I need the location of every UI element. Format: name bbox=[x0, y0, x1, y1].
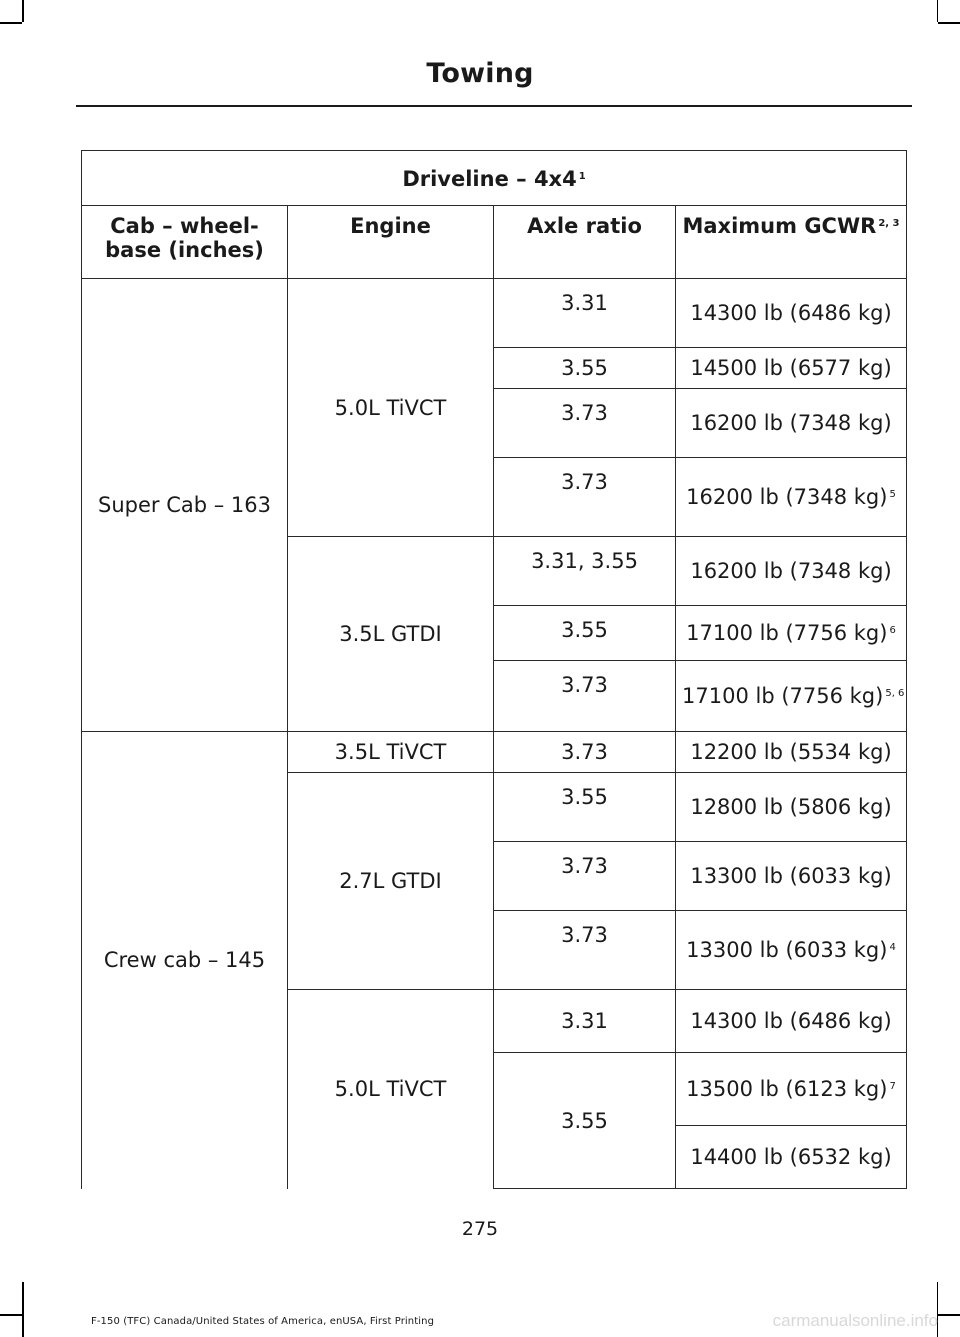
gcwr-cell: 16200 lb (7348 kg) $^5$ bbox=[676, 458, 907, 537]
engine-cell: 3.5L GTDI bbox=[288, 537, 494, 732]
gcwr-cell: 17100 lb (7756 kg) $^{5, 6}$ bbox=[676, 661, 907, 732]
crop-mark bbox=[0, 1314, 22, 1316]
table-row bbox=[82, 279, 907, 348]
gcwr-cell: 13300 lb (6033 kg) bbox=[676, 842, 907, 911]
crop-mark bbox=[937, 0, 939, 22]
gcwr-cell: 12800 lb (5806 kg) bbox=[676, 773, 907, 842]
crop-mark bbox=[22, 1282, 24, 1337]
axle-cell: 3.73 bbox=[494, 732, 676, 773]
gcwr-cell: 14500 lb (6577 kg) bbox=[676, 348, 907, 389]
engine-cell: 3.5L TiVCT bbox=[288, 732, 494, 773]
table-row bbox=[82, 732, 907, 773]
crop-mark bbox=[0, 22, 22, 24]
towing-table-container bbox=[81, 150, 906, 1189]
axle-cell: 3.73 bbox=[494, 389, 676, 458]
gcwr-cell: 16200 lb (7348 kg) bbox=[676, 389, 907, 458]
gcwr-cell: 14300 lb (6486 kg) bbox=[676, 990, 907, 1053]
engine-cell: 2.7L GTDI bbox=[288, 773, 494, 990]
header-cab: Cab – wheel-base (inches) bbox=[82, 206, 288, 279]
axle-cell: 3.31 bbox=[494, 279, 676, 348]
axle-cell: 3.55 bbox=[494, 1053, 676, 1189]
gcwr-cell: 13500 lb (6123 kg) $^7$ bbox=[676, 1053, 907, 1126]
header-axle-ratio: Axle ratio bbox=[494, 206, 676, 279]
header-rule bbox=[76, 105, 912, 107]
crop-mark bbox=[938, 1314, 960, 1316]
gcwr-cell: 12200 lb (5534 kg) bbox=[676, 732, 907, 773]
crop-mark bbox=[22, 0, 24, 22]
axle-cell: 3.31 bbox=[494, 990, 676, 1053]
axle-cell: 3.73 bbox=[494, 661, 676, 732]
gcwr-cell: 17100 lb (7756 kg) $^6$ bbox=[676, 606, 907, 661]
gcwr-cell: 14300 lb (6486 kg) bbox=[676, 279, 907, 348]
axle-cell: 3.73 bbox=[494, 842, 676, 911]
engine-cell: 5.0L TiVCT bbox=[288, 990, 494, 1189]
header-engine: Engine bbox=[288, 206, 494, 279]
axle-cell: 3.73 bbox=[494, 911, 676, 990]
engine-cell: 5.0L TiVCT bbox=[288, 279, 494, 537]
page-number: 275 bbox=[461, 1218, 499, 1240]
footer-text: F-150 (TFC) Canada/United States of America, enUSA, First Printing bbox=[91, 1316, 435, 1327]
cab-cell: Super Cab – 163 bbox=[82, 279, 288, 732]
section-title: Towing bbox=[426, 58, 534, 89]
gcwr-cell: 14400 lb (6532 kg) bbox=[676, 1126, 907, 1189]
watermark: carmanualsonline.info bbox=[772, 1311, 938, 1330]
axle-cell: 3.55 bbox=[494, 773, 676, 842]
crop-mark bbox=[938, 22, 960, 24]
axle-cell: 3.73 bbox=[494, 458, 676, 537]
axle-cell: 3.55 bbox=[494, 348, 676, 389]
axle-cell: 3.55 bbox=[494, 606, 676, 661]
axle-cell: 3.31, 3.55 bbox=[494, 537, 676, 606]
gcwr-cell: 13300 lb (6033 kg) $^4$ bbox=[676, 911, 907, 990]
gcwr-cell: 16200 lb (7348 kg) bbox=[676, 537, 907, 606]
table-caption: Driveline – 4x4 $^1$ bbox=[82, 151, 907, 206]
cab-cell: Crew cab – 145 bbox=[82, 732, 288, 1189]
gcwr-table bbox=[81, 150, 907, 1189]
header-max-gcwr: Maximum GCWR $^{2, 3}$ bbox=[676, 206, 907, 279]
